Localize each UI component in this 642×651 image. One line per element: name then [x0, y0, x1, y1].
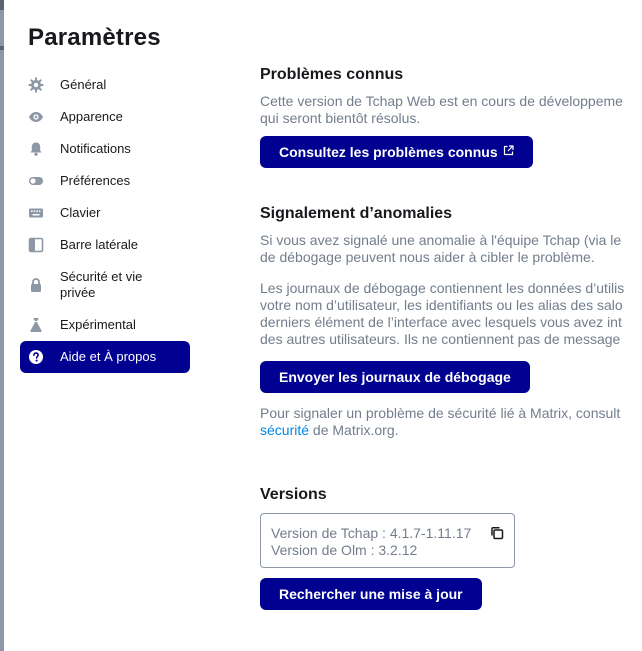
gear-icon [28, 77, 44, 93]
help-about-panel [260, 66, 642, 610]
sidebar-item-notifications[interactable] [20, 133, 190, 165]
versions-section [260, 486, 642, 610]
bell-icon [28, 141, 44, 157]
lock-icon [28, 277, 44, 293]
bug-report-section [260, 205, 642, 439]
settings-sidebar [20, 69, 190, 373]
known-issues-heading: Problèmes connus [260, 66, 404, 83]
known-issues-description: Cette version de Tchap Web est en cours de développeme qui seront bientôt résolus. [260, 93, 623, 126]
sidebar-item-sidebar[interactable] [20, 229, 190, 261]
sidebar-item-keyboard[interactable] [20, 197, 190, 229]
tchap-version: Version de Tchap : 4.1.7-1.11.17 [271, 525, 472, 541]
sidebar-icon [28, 237, 44, 253]
versions-heading: Versions [260, 486, 327, 503]
sidebar-item-security[interactable] [20, 261, 190, 309]
sidebar-item-label: Clavier [60, 205, 101, 220]
help-icon [28, 349, 44, 365]
sidebar-item-preferences[interactable] [20, 165, 190, 197]
bug-report-heading: Signalement d’anomalies [260, 205, 453, 222]
sidebar-item-appearance[interactable] [20, 101, 190, 133]
sidebar-item-label: Sécurité et vie privée [60, 269, 143, 300]
olm-version: Version de Olm : 3.2.12 [271, 542, 418, 558]
dialog-title: Paramètres [28, 24, 161, 51]
debug-logs-description: Les journaux de débogage contiennent les données d’utilis votre nom d’utilisateur, les identifiants ou les alias des salo derniers élément de l’interface avec lesquels vous avez int des autres utilisateurs. Ils ne contiennent pas de message [260, 280, 625, 347]
sidebar-item-label: Aide et À propos [60, 349, 157, 364]
bug-report-description: Si vous avez signalé une anomalie à l'équipe Tchap (via le de débogage peuvent nous aider à cibler le problème. [260, 232, 622, 265]
known-issues-button[interactable]: Consultez les problèmes connus [260, 136, 533, 168]
version-info-box [260, 513, 515, 568]
sidebar-item-label: Barre latérale [60, 237, 139, 252]
keyboard-icon [28, 205, 44, 221]
security-policy-link[interactable]: sécurité [260, 422, 310, 438]
external-link-icon [503, 145, 514, 156]
sidebar-item-help-about[interactable] [20, 341, 190, 373]
security-disclosure-text: Pour signaler un problème de sécurité lié à Matrix, consult sécurité de Matrix.org. [260, 405, 621, 438]
sidebar-item-experimental[interactable] [20, 309, 190, 341]
sidebar-item-label: Apparence [60, 109, 123, 124]
sidebar-item-general[interactable] [20, 69, 190, 101]
sidebar-item-label: Préférences [60, 173, 131, 188]
send-debug-logs-button[interactable]: Envoyer les journaux de débogage [260, 361, 530, 393]
known-issues-section [260, 66, 642, 168]
copy-icon[interactable] [490, 526, 504, 540]
check-for-update-button[interactable]: Rechercher une mise à jour [260, 578, 482, 610]
settings-dialog [4, 0, 642, 651]
toggle-icon [28, 173, 44, 189]
flask-icon [28, 317, 44, 333]
sidebar-item-label: Général [60, 77, 107, 92]
sidebar-item-label: Notifications [60, 141, 131, 156]
sidebar-item-label: Expérimental [60, 317, 136, 332]
eye-icon [28, 109, 44, 125]
